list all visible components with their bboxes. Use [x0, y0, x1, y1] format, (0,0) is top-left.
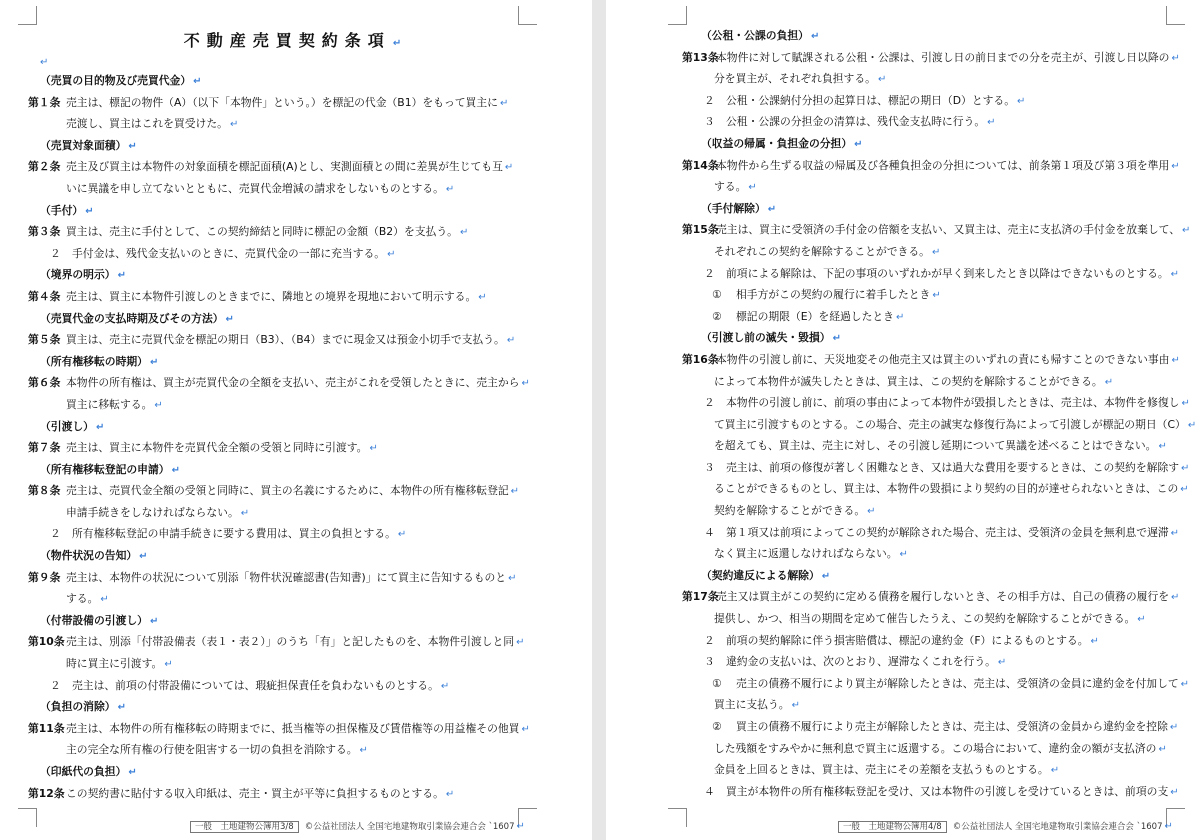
clause-heading	[0, 696, 592, 718]
article-line	[0, 329, 592, 351]
article-line	[606, 586, 1200, 608]
continuation-line	[0, 653, 592, 675]
paragraph-mark-icon: ↵	[997, 657, 1007, 669]
article-line	[606, 47, 1200, 69]
sub-item	[606, 673, 1200, 695]
paragraph-mark-icon: ↵	[149, 615, 159, 627]
paragraph-mark-icon: ↵	[506, 335, 516, 347]
paragraph-mark-icon: ↵	[504, 162, 514, 174]
continuation-text: によって本物件が滅失したときは、買主は、この契約を解除することができる。	[714, 374, 1103, 388]
clause-heading	[606, 198, 1200, 220]
paragraph-mark-icon: ↵	[1169, 722, 1179, 733]
paragraph-mark-icon: ↵	[128, 767, 137, 778]
paragraph-mark-icon: ↵	[117, 270, 126, 282]
clause-heading	[0, 70, 592, 92]
clause-heading-text: （負担の消除）	[40, 700, 116, 714]
paragraph-mark-icon: ↵	[899, 549, 908, 561]
paragraph-mark-icon: ↵	[895, 311, 905, 323]
paragraph-number: ３	[704, 460, 715, 474]
paragraph-item	[606, 90, 1200, 112]
article-text: 買主は、売主に手付として、この契約締結と同時に標記の金額（B2）を支払う。	[66, 225, 458, 239]
crop-mark-top-left	[18, 6, 37, 25]
article-line	[0, 286, 592, 308]
clause-heading-text: （引渡し）	[40, 419, 94, 433]
clause-heading-text: （物件状況の告知）	[40, 549, 138, 563]
paragraph-mark-icon: ↵	[987, 117, 996, 129]
footer-form-label: 一般 土地建物公簿用4/8	[838, 821, 947, 833]
paragraph-mark-icon: ↵	[1171, 160, 1180, 172]
article-text: 売主は、売買代金全額の受領と同時に、買主の名義にするために、本物件の所有権移転登記	[66, 484, 509, 498]
paragraph-mark-icon: ↵	[1090, 635, 1099, 647]
article-text: 売主は、買主に受領済の手付金の倍額を支払い、又買主は、売主に支払済の手付金を放棄して、	[716, 223, 1181, 237]
paragraph-mark-icon: ↵	[767, 203, 777, 215]
footer-copyright: ©公益社団法人 全国宅地建物取引業協会連合会 `1607	[304, 822, 515, 832]
sub-item	[606, 716, 1200, 738]
continuation-text: した残額をすみやかに無利息で買主に返還する。この場合において、違約金の額が支払済の	[714, 741, 1157, 755]
article-number: 第11条	[28, 721, 65, 735]
paragraph-item	[0, 675, 592, 697]
paragraph-text: 本物件の引渡し前に、前項の事由によって本物件が毀損したときは、売主は、本物件を修復し	[726, 396, 1180, 410]
article-number: 第14条	[682, 158, 719, 172]
paragraph-text: 第１項又は前項によってこの契約が解除された場合、売主は、受領済の金員を無利息で遅滞	[726, 525, 1169, 539]
paragraph-number: ２	[704, 266, 715, 280]
paragraph-mark-icon: ↵	[171, 464, 180, 476]
paragraph-text: 公租・公課の分担金の清算は、残代金支払時に行う。	[726, 115, 986, 129]
clause-heading-text: （手付）	[40, 203, 84, 217]
sub-item-text: 売主の債務不履行により買主が解除したときは、売主は、受領済の金員に違約金を付加して	[736, 676, 1179, 690]
article-line	[0, 480, 592, 502]
contract-clauses-left	[0, 70, 592, 804]
paragraph-mark-icon: ↵	[139, 551, 148, 563]
continuation-line	[0, 502, 592, 524]
continuation-text: する。	[66, 592, 99, 606]
paragraph-mark-icon: ↵	[95, 421, 105, 433]
continuation-line	[606, 241, 1200, 263]
sub-item-number: ①	[712, 288, 722, 302]
article-line	[0, 221, 592, 243]
sub-item-number: ②	[712, 309, 722, 323]
paragraph-mark-icon: ↵	[1180, 678, 1190, 690]
crop-mark-bottom-left	[18, 808, 37, 827]
article-text: 本物件から生ずる収益の帰属及び各種負担金の分担については、前条第１項及び第３項を準用	[716, 158, 1170, 172]
clause-heading	[0, 761, 592, 783]
continuation-text: を超えても、買主は、売主に対し、その引渡し延期について異議を述べることはできない。	[714, 439, 1157, 453]
clause-heading	[0, 308, 592, 330]
paragraph-text: 売主は、前項の修復が著しく困難なとき、又は過大な費用を要するときは、この契約を解除す	[726, 460, 1180, 474]
article-line	[0, 631, 592, 653]
paragraph-mark-icon: ↵	[516, 637, 525, 649]
continuation-text: する。	[714, 180, 747, 194]
article-number: 第３条	[28, 225, 61, 239]
paragraph-mark-icon: ↵	[478, 291, 487, 303]
paragraph-mark-icon: ↵	[1170, 527, 1180, 539]
paragraph-item	[606, 457, 1200, 479]
contract-clauses-right	[606, 25, 1200, 802]
article-text: 売主及び買主は本物件の対象面積を標記面積(A)とし、実測面積との間に差異が生じても互	[66, 160, 503, 174]
clause-heading	[0, 416, 592, 438]
article-line	[0, 372, 592, 394]
article-number: 第９条	[28, 570, 61, 584]
page-footer: 一般 土地建物公簿用4/8 ©公益社団法人 全国宅地建物取引業協会連合会 `1607 ↵	[838, 820, 1173, 832]
article-text: 売主は、本物件の状況について別添「物件状況確認書(告知書)」にて買主に告知するものと	[66, 570, 507, 584]
paragraph-mark-icon: ↵	[1171, 52, 1180, 64]
clause-heading-text: （売買対象面積）	[40, 138, 127, 152]
crop-mark-top-right	[518, 6, 537, 25]
paragraph-mark-icon: ↵	[154, 399, 163, 411]
paragraph-mark-icon: ↵	[359, 745, 368, 757]
paragraph-mark-icon: ↵	[1182, 225, 1191, 237]
article-number: 第13条	[682, 50, 719, 64]
clause-heading	[606, 327, 1200, 349]
page-footer: 一般 土地建物公簿用3/8 ©公益社団法人 全国宅地建物取引業協会連合会 `1607 ↵	[190, 820, 525, 832]
sub-item	[606, 284, 1200, 306]
paragraph-mark-icon: ↵	[1171, 592, 1180, 604]
paragraph-text: 違約金の支払いは、次のとおり、遅滞なくこれを行う。	[726, 655, 996, 669]
clause-heading-text: （付帯設備の引渡し）	[40, 613, 148, 627]
paragraph-number: ４	[704, 525, 715, 539]
continuation-line	[0, 113, 592, 135]
article-text: 買主は、売主に売買代金を標記の期日（B3）、（B4）までに現金又は預金小切手で支払う。	[66, 333, 505, 347]
paragraph-mark-icon: ↵	[832, 333, 841, 345]
article-number: 第１条	[28, 95, 61, 109]
continuation-line	[606, 759, 1200, 781]
continuation-text: て買主に引渡すものとする。この場合、売主の誠実な修復行為によって引渡しが標記の期日（C）	[714, 417, 1186, 431]
clause-heading	[0, 264, 592, 286]
paragraph-mark-icon: ↵	[369, 443, 378, 455]
article-line	[606, 155, 1200, 177]
paragraph-item	[606, 111, 1200, 133]
continuation-text: それぞれこの契約を解除することができる。	[714, 244, 930, 258]
continuation-line	[0, 178, 592, 200]
paragraph-mark-icon: ↵	[229, 119, 239, 131]
paragraph-mark-icon: ↵	[1017, 95, 1026, 107]
clause-heading-text: （境界の明示）	[40, 268, 116, 282]
clause-heading-text: （売買の目的物及び売買代金）	[40, 74, 192, 87]
article-number: 第２条	[28, 160, 61, 174]
article-number: 第16条	[682, 352, 719, 366]
sub-item-text: 買主の債務不履行により売主が解除したときは、売主は、受領済の金員から違約金を控除	[736, 720, 1168, 733]
sub-item-number: ①	[712, 676, 722, 690]
paragraph-mark-icon: ↵	[100, 594, 109, 606]
continuation-line	[606, 694, 1200, 716]
article-text: 本物件に対して賦課される公租・公課は、引渡し日の前日までの分を売主が、引渡し日以降の	[716, 50, 1170, 64]
paragraph-mark-icon: ↵	[810, 31, 820, 42]
paragraph-text: 所有権移転登記の申請手続きに要する費用は、買主の負担とする。	[72, 527, 396, 541]
continuation-line	[606, 371, 1200, 393]
clause-heading	[0, 459, 592, 481]
paragraph-mark-icon: ↵	[499, 97, 509, 109]
sub-item-text: 相手方がこの契約の履行に着手したとき	[736, 288, 931, 302]
continuation-text: 買主に支払う。	[714, 698, 790, 712]
continuation-text: 金員を上回るときは、買主は、売主にその差額を支払うものとする。	[714, 763, 1049, 777]
clause-heading-text: （公租・公課の負担）	[701, 29, 809, 42]
paragraph-mark-icon: ↵	[1187, 419, 1197, 431]
clause-heading	[0, 351, 592, 373]
footer-copyright: ©公益社団法人 全国宅地建物取引業協会連合会 `1607	[952, 822, 1163, 832]
clause-heading	[0, 200, 592, 222]
clause-heading	[606, 565, 1200, 587]
article-line	[0, 567, 592, 589]
article-number: 第12条	[28, 786, 65, 800]
paragraph-mark-icon: ↵	[440, 680, 450, 692]
paragraph-mark-icon: ↵	[117, 702, 126, 714]
article-text: 本物件の引渡し前に、天災地変その他売主又は買主のいずれの責にも帰すことのできない事由	[716, 352, 1170, 366]
sub-item-text: 標記の期限（E）を経過したとき	[736, 309, 894, 323]
paragraph-mark-icon: ↵	[932, 290, 941, 302]
paragraph-mark-icon: ↵	[931, 246, 941, 258]
article-line	[0, 92, 592, 114]
crop-mark-top-right	[1166, 6, 1185, 25]
document-page-left	[0, 0, 592, 840]
article-line	[0, 437, 592, 459]
paragraph-mark-icon: ↵	[1137, 614, 1146, 626]
paragraph-text: 前項による解除は、下記の事項のいずれかが早く到来したとき以降はできないものとする。	[726, 266, 1169, 280]
paragraph-mark-icon: ↵	[521, 723, 530, 735]
paragraph-mark-icon: ↵	[387, 248, 396, 260]
paragraph-mark-icon: ↵	[1170, 786, 1179, 798]
article-text: 売主は、買主に本物件を売買代金全額の受領と同時に引渡す。	[66, 441, 368, 455]
paragraph-mark-icon: ↵	[459, 227, 469, 239]
article-text: 本物件の所有権は、買主が売買代金の全額を支払い、売主がこれを受領したときに、売主から	[66, 376, 520, 390]
paragraph-mark-icon: ↵	[1171, 354, 1180, 366]
clause-heading	[0, 545, 592, 567]
continuation-line	[606, 543, 1200, 565]
continuation-text: 提供し、かつ、相当の期間を定めて催告したうえ、この契約を解除することができる。	[714, 612, 1136, 626]
paragraph-item	[606, 263, 1200, 285]
paragraph-mark-icon: ↵	[1180, 484, 1189, 496]
paragraph-mark-icon: ↵	[225, 313, 234, 325]
clause-heading-text: （手付解除）	[701, 201, 766, 215]
clause-heading	[0, 135, 592, 157]
continuation-line	[0, 739, 592, 761]
paragraph-mark-icon: ↵	[854, 138, 863, 150]
clause-heading	[606, 133, 1200, 155]
continuation-text: なく買主に返還しなければならない。	[714, 547, 898, 561]
continuation-line	[0, 588, 592, 610]
paragraph-mark-icon: ↵	[1181, 398, 1190, 410]
continuation-text: 売渡し、買主はこれを買受けた。	[66, 117, 228, 131]
paragraph-mark-icon: ↵	[1181, 462, 1190, 474]
article-line	[0, 156, 592, 178]
paragraph-mark-icon: ↵	[877, 74, 887, 86]
clause-heading-text: （契約違反による解除）	[701, 568, 820, 582]
paragraph-mark-icon: ↵	[1050, 765, 1060, 777]
paragraph-number: ２	[704, 396, 715, 410]
article-number: 第17条	[682, 590, 719, 604]
continuation-line	[606, 414, 1200, 436]
continuation-text: 時に買主に引渡す。	[66, 657, 163, 671]
paragraph-text: 売主は、前項の付帯設備については、瑕疵担保責任を負わないものとする。	[72, 678, 439, 692]
clause-heading-text: （引渡し前の滅失・毀損）	[701, 331, 831, 345]
article-line	[606, 219, 1200, 241]
paragraph-number: ２	[704, 633, 715, 647]
footer-form-label: 一般 土地建物公簿用3/8	[190, 821, 299, 833]
paragraph-text: 買主が本物件の所有権移転登記を受け、又は本物件の引渡しを受けているときは、前項の支	[726, 784, 1169, 798]
article-line	[0, 718, 592, 740]
article-number: 第７条	[28, 441, 61, 455]
paragraph-mark-icon: ↵	[240, 507, 250, 519]
crop-mark-top-left	[668, 6, 687, 25]
paragraph-mark-icon: ↵	[510, 486, 520, 498]
paragraph-mark-icon: ↵	[1158, 743, 1167, 755]
continuation-line	[606, 68, 1200, 90]
paragraph-number: ２	[50, 678, 61, 692]
paragraph-item	[606, 630, 1200, 652]
paragraph-mark-icon: ↵	[445, 183, 455, 195]
paragraph-item	[0, 243, 592, 265]
paragraph-mark-icon: ↵	[1104, 376, 1114, 388]
clause-heading	[0, 610, 592, 632]
article-text: この契約書に貼付する収入印紙は、売主・買主が平等に負担するものとする。	[66, 786, 444, 800]
clause-heading-text: （所有権移転の時期）	[40, 354, 148, 368]
paragraph-number: ２	[50, 527, 61, 541]
article-number: 第６条	[28, 376, 61, 390]
paragraph-number: ４	[704, 784, 715, 798]
document-title: 不動産売買契約条項 ↵	[183, 31, 409, 50]
clause-heading-text: （印紙代の負担）	[40, 765, 127, 778]
clause-heading	[606, 25, 1200, 47]
document-page-right	[606, 0, 1200, 840]
paragraph-number: ２	[704, 93, 715, 107]
paragraph-mark-icon: ↵	[508, 572, 517, 584]
article-number: 第15条	[682, 223, 719, 237]
sub-item-number: ②	[712, 720, 722, 733]
paragraph-mark-icon: ↵	[791, 700, 800, 712]
clause-heading-text: （所有権移転登記の申請）	[40, 462, 170, 476]
article-number: 第５条	[28, 333, 61, 347]
continuation-line	[606, 176, 1200, 198]
continuation-line	[606, 500, 1200, 522]
paragraph-number: ３	[704, 115, 715, 129]
paragraph-text: 前項の契約解除に伴う損害賠償は、標記の違約金（F）によるものとする。	[726, 633, 1089, 647]
continuation-line	[606, 435, 1200, 457]
paragraph-item	[606, 781, 1200, 803]
article-text: 売主又は買主がこの契約に定める債務を履行しないとき、その相手方は、自己の債務の履行を	[716, 590, 1170, 604]
crop-mark-bottom-left	[668, 808, 687, 827]
article-text: 売主は、別添「付帯設備表（表１・表２）」のうち「有」と記したものを、本物件引渡しと同	[66, 635, 515, 649]
continuation-text: 買主に移転する。	[66, 397, 153, 411]
paragraph-mark-icon: ↵	[149, 356, 159, 368]
continuation-text: 契約を解除することができる。	[714, 504, 866, 518]
continuation-line	[606, 738, 1200, 760]
paragraph-mark-icon: ↵	[1170, 268, 1180, 280]
continuation-text: 分を買主が、それぞれ負担する。	[714, 72, 876, 86]
paragraph-mark-icon: ↵	[521, 378, 530, 390]
paragraph-mark-icon: ↵	[748, 182, 757, 194]
paragraph-text: 手付金は、残代金支払いのときに、売買代金の一部に充当する。	[72, 246, 386, 260]
continuation-text: 申請手続きをしなければならない。	[66, 505, 239, 519]
article-text: 売主は、標記の物件（A）（以下「本物件」という。）を標記の代金（B1）をもって買主に	[66, 95, 498, 109]
paragraph-item	[606, 522, 1200, 544]
paragraph-mark-icon: ↵	[128, 140, 137, 152]
article-text: 売主は、買主に本物件引渡しのときまでに、隣地との境界を現地において明示する。	[66, 289, 477, 303]
paragraph-text: 公租・公課納付分担の起算日は、標記の期日（D）とする。	[726, 93, 1016, 107]
continuation-text: 主の完全な所有権の行使を阻害する一切の負担を消除する。	[66, 743, 358, 757]
continuation-text: いに異議を申し立てないとともに、売買代金増減の請求をしないものとする。	[66, 181, 444, 195]
continuation-text: ることができるものとし、買主は、本物件の毀損により契約の目的が達せられないときは、この	[714, 482, 1179, 496]
clause-heading-text: （収益の帰属・負担金の分担）	[701, 136, 853, 150]
paragraph-number: ３	[704, 655, 715, 669]
paragraph-mark-icon: ↵	[867, 506, 876, 518]
article-number: 第８条	[28, 484, 61, 498]
article-line	[606, 349, 1200, 371]
clause-heading-text: （売買代金の支払時期及びその方法）	[40, 311, 224, 325]
article-text: 売主は、本物件の所有権移転の時期までに、抵当権等の担保権及び賃借権等の用益権その他買	[66, 721, 520, 735]
article-number: 第４条	[28, 289, 61, 303]
paragraph-mark-icon: ↵	[40, 57, 49, 68]
sub-item	[606, 306, 1200, 328]
article-number: 第10条	[28, 635, 65, 649]
paragraph-mark-icon: ↵	[821, 570, 831, 582]
continuation-line	[606, 478, 1200, 500]
paragraph-item	[606, 651, 1200, 673]
continuation-line	[0, 394, 592, 416]
paragraph-mark-icon: ↵	[193, 76, 202, 87]
paragraph-mark-icon: ↵	[85, 205, 94, 217]
paragraph-item	[0, 523, 592, 545]
paragraph-number: ２	[50, 246, 61, 260]
paragraph-item	[606, 392, 1200, 414]
paragraph-mark-icon: ↵	[164, 659, 173, 671]
paragraph-mark-icon: ↵	[445, 788, 455, 800]
article-line	[0, 783, 592, 805]
paragraph-mark-icon: ↵	[397, 529, 407, 541]
paragraph-mark-icon: ↵	[1158, 441, 1167, 453]
continuation-line	[606, 608, 1200, 630]
